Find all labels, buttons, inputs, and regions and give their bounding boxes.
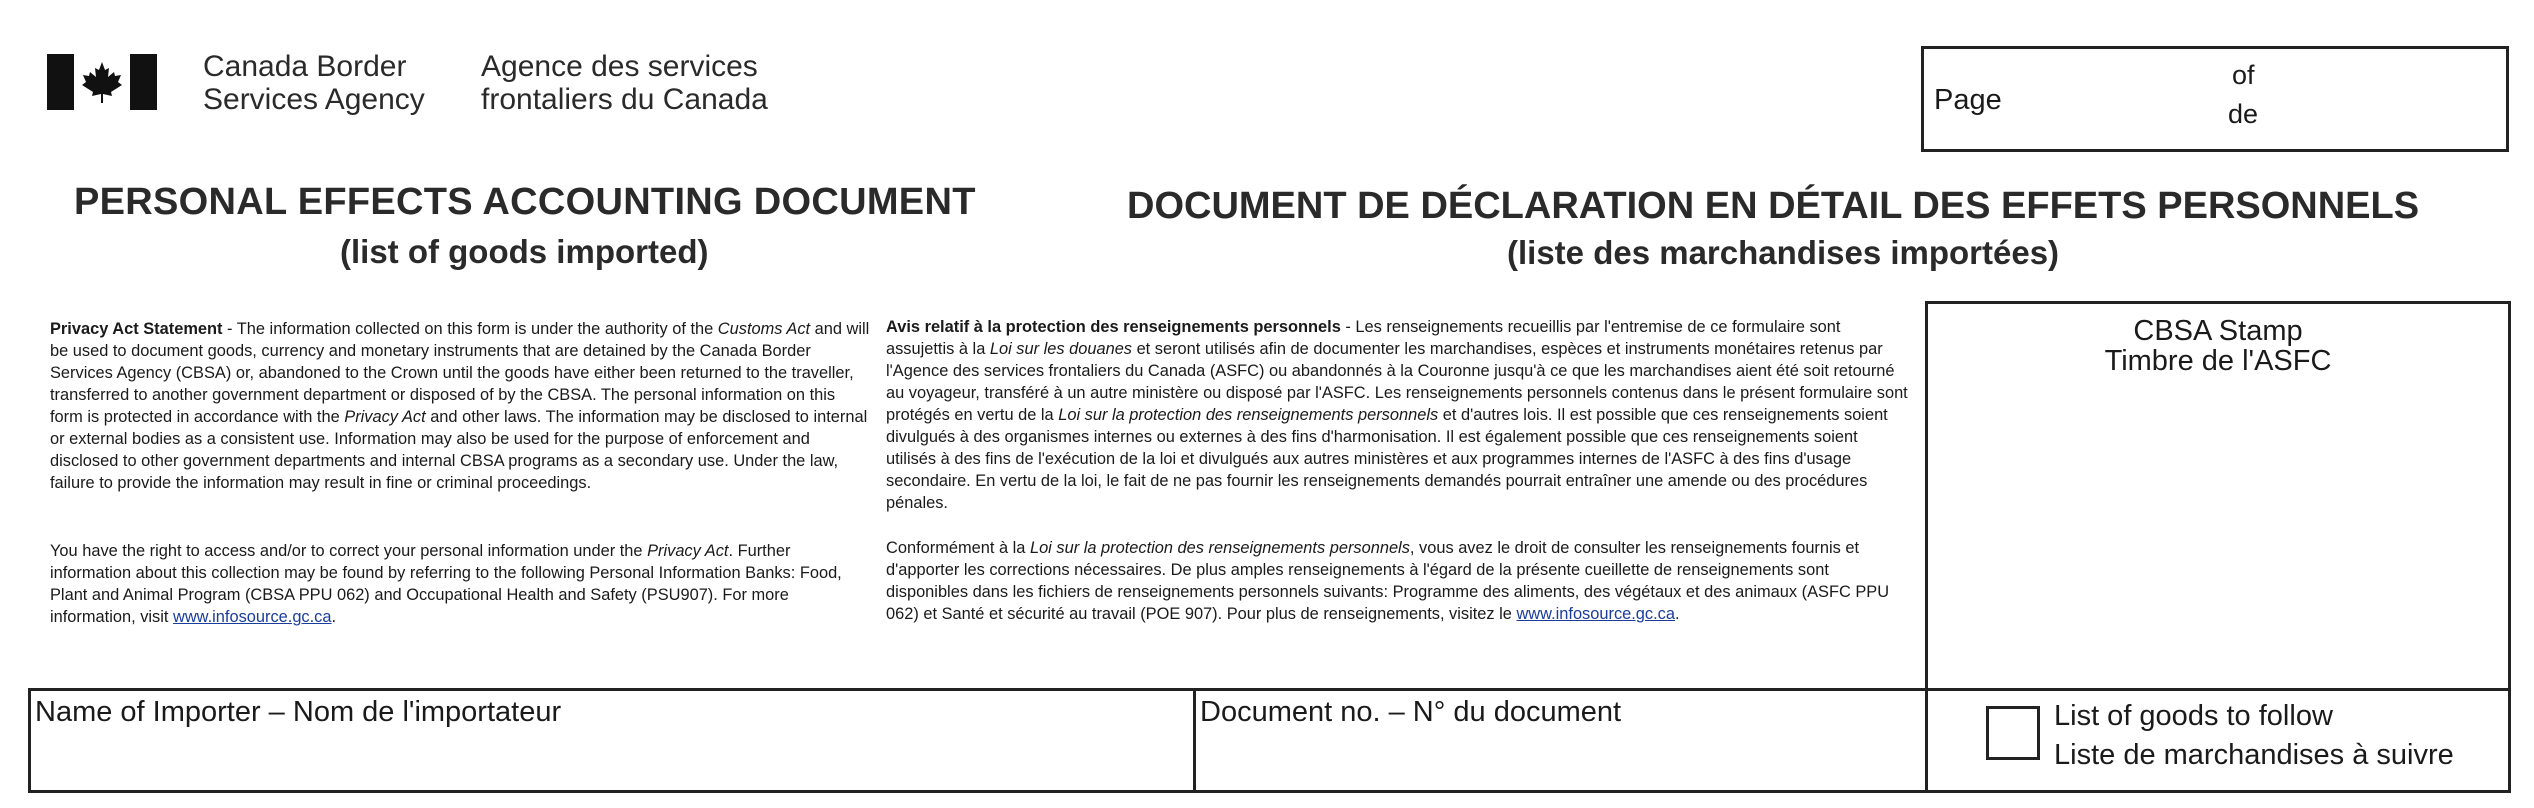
goods-to-follow-label-en: List of goods to follow (2054, 700, 2333, 732)
stamp-label-en: CBSA Stamp (2133, 315, 2303, 347)
agency-name-fr (481, 50, 768, 116)
privacy-statement-en-paragraph2 (50, 540, 870, 628)
field-divider (1925, 688, 1928, 793)
privacy-text: . (331, 608, 337, 626)
privacy-heading-fr: Avis relatif à la protection des renseignements personnels (886, 318, 1341, 336)
canada-flag-icon (47, 54, 157, 110)
loi-protection-ref: Loi sur la protection des renseignements personnels (1029, 539, 1410, 557)
page-of-label: of (2232, 60, 2255, 90)
document-title-fr: DOCUMENT DE DÉCLARATION EN DÉTAIL DES EFFETS PERSONNELS (1127, 185, 2420, 227)
customs-act-ref: Customs Act (717, 320, 811, 338)
privacy-text: . (1674, 605, 1680, 623)
privacy-text: - Les renseignements recueillis par l'entremise de ce formulaire sont assujettis à la (886, 318, 1841, 358)
privacy-statement-fr-paragraph2 (886, 537, 1910, 625)
privacy-text: . Further information about this collection may be found by referring to the following Personal Information Banks: Food, Plant and Animal Program (CBSA PPU 062) and Occupational Health and Safety (PSU907). For more information, visit (50, 542, 842, 626)
document-number-field[interactable]: Document no. – N° du document (1200, 696, 1622, 728)
privacy-act-ref: Privacy Act (344, 408, 426, 426)
page-label: Page (1934, 84, 2002, 116)
document-title-en: PERSONAL EFFECTS ACCOUNTING DOCUMENT (74, 181, 976, 223)
page-number-box[interactable] (1921, 46, 2509, 152)
flag-left-bar (47, 54, 74, 110)
flag-right-bar (130, 54, 157, 110)
privacy-text: - The information collected on this form is under the authority of the (222, 320, 718, 338)
privacy-text: and will be used to document goods, currency and monetary instruments that are detained by the Canada Border Services Agency (CBSA) or, abandoned to the Crown until the goods have either been returned to the traveller, transferred to another government department or disposed of by the CBSA. The personal information on this form is protected in accordance with the (50, 320, 870, 426)
importer-name-field[interactable]: Name of Importer – Nom de l'importateur (35, 696, 562, 728)
stamp-label-fr: Timbre de l'ASFC (2104, 345, 2332, 377)
privacy-text: Conformément à la (886, 539, 1030, 557)
agency-en-line1: Canada Border (203, 50, 407, 83)
privacy-text: , vous avez le droit de consulter les renseignements fournis et d'apporter les corrections nécessaires. De plus amples renseignements à l'égard de la présente cueillette de renseignements sont disponibles dans les fichiers de renseignements personnels suivants: Programme des aliments, des végétaux et des animaux (ASFC PPU 062) et Santé et sécurité au travail (POE 907). Pour plus de renseignements, visitez le (886, 539, 1890, 623)
loi-douanes-ref: Loi sur les douanes (989, 340, 1133, 358)
privacy-text: and other laws. The information may be disclosed to internal or external bodies as a consistent use. Information may also be used for the purpose of enforcement and disclosed to other government departments and internal CBSA programs as a secondary use. Under the law, failure to provide the information may result in fine or criminal proceedings. (50, 408, 868, 492)
maple-leaf-icon (80, 60, 124, 104)
privacy-text: et seront utilisés afin de documenter les marchandises, espèces et instruments monétaires retenus par l'Agence des services frontaliers du Canada (ASFC) ou abandonnés à la Couronne jusqu'à ce que les marchandises aient été soit retourné au voyageur, transféré à un autre ministère ou disposé par l'ASFC. Les renseignements personnels contenus dans le présent formulaire sont protégés en vertu de la (886, 340, 1908, 424)
goods-to-follow-label-fr: Liste de marchandises à suivre (2054, 739, 2454, 771)
privacy-statement-fr-paragraph1 (886, 316, 1910, 514)
page-de-label: de (2228, 99, 2259, 129)
agency-fr-line1: Agence des services (481, 50, 758, 83)
agency-en-line2: Services Agency (203, 83, 425, 116)
loi-protection-ref: Loi sur la protection des renseignements personnels (1058, 406, 1439, 424)
privacy-statement-en-paragraph1 (50, 318, 870, 494)
list-of-goods-to-follow-checkbox[interactable] (1986, 706, 2040, 760)
infosource-link-fr[interactable]: www.infosource.gc.ca (1516, 605, 1675, 623)
privacy-act-ref: Privacy Act (647, 542, 729, 560)
privacy-heading-en: Privacy Act Statement (50, 320, 223, 338)
agency-name-en (203, 50, 425, 116)
infosource-link-en[interactable]: www.infosource.gc.ca (172, 608, 332, 626)
document-subtitle-fr: (liste des marchandises importées) (1507, 234, 2060, 271)
privacy-text: et d'autres lois. Il est possible que ces renseignements soient divulgués à des organismes internes ou externes à des fins d'harmonisation. Il est également possible que ces renseignements soient utilisés à des fins de l'exécution de la loi et divulgués aux autres ministères et aux programmes internes de l'ASFC à des fins d'usage secondaire. En vertu de la loi, le fait de ne pas fournir les renseignements demandés pourrait entraîner une amende ou des procédures pénales. (886, 406, 1888, 512)
privacy-text: You have the right to access and/or to correct your personal information under the (50, 542, 648, 560)
document-subtitle-en: (list of goods imported) (340, 233, 709, 270)
agency-fr-line2: frontaliers du Canada (481, 83, 768, 116)
field-divider (1193, 688, 1196, 793)
